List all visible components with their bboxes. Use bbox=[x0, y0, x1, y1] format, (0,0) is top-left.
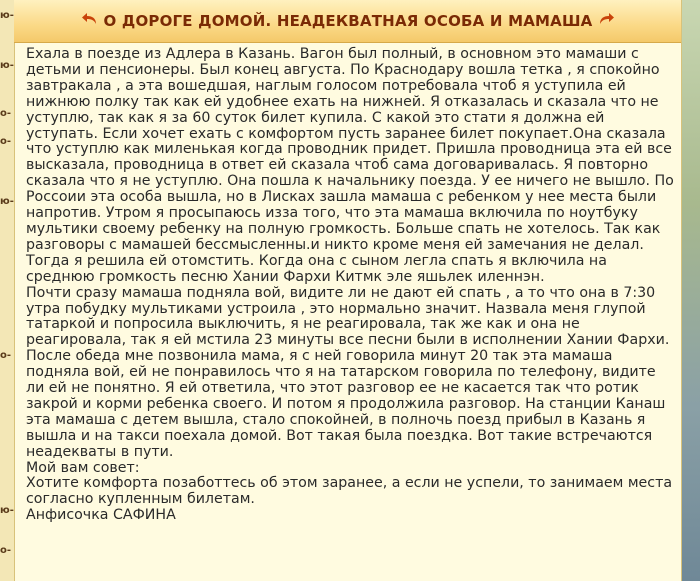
sidebar-marker[interactable]: ю- bbox=[0, 60, 14, 71]
sidebar-marker[interactable]: ю- bbox=[0, 10, 14, 21]
story-advice-heading: Мой вам совет: bbox=[26, 459, 140, 476]
story-signature: Анфисочка САФИНА bbox=[26, 507, 176, 524]
sidebar-marker[interactable]: ю- bbox=[0, 505, 14, 516]
article-header bbox=[14, 0, 682, 43]
story-paragraph: Почти сразу мамаша подняла вой, видите ли не дают ей спать , а то что она в 7:30 утра побудку мультиками устроила , это нормально значит. Назвала меня глупой татаркой и попросила выключить, я не реагировала, так же как и она не реагировала, так я ей мстила 23 минуты все песни были в исполнении Хании Фархи. После обеда мне позвонила мама, я с ней говорила минут 20 так эта мамаша подняла вой, ей не понравилось что я на татарском говорила по телефону, видите ли ей не понятно. Я ей ответила, что этот разговор ее не касается так что ротик закрой и корми ребенка своего. И потом я продолжила разговор. На станции Канаш эта мамаша с детем вышла, стало спокойней, в полночь поезд прибыл в Казань я вышла и на такси поехала домой. Вот такая была поездка. Вот такие встречаются неадекваты в пути. bbox=[26, 284, 670, 460]
story-body bbox=[26, 47, 676, 524]
curved-arrow-right-icon[interactable] bbox=[598, 12, 614, 30]
sidebar-marker[interactable]: о- bbox=[0, 545, 12, 556]
article-title: О ДОРОГЕ ДОМОЙ. НЕАДЕКВАТНАЯ ОСОБА И МАМАША bbox=[103, 12, 593, 30]
curved-arrow-left-icon[interactable] bbox=[82, 12, 98, 30]
sidebar-marker[interactable]: о- bbox=[0, 350, 12, 361]
sidebar-marker[interactable]: о- bbox=[0, 136, 12, 147]
sidebar-marker[interactable]: о- bbox=[0, 108, 12, 119]
curved-arrow-right-icon bbox=[598, 12, 614, 26]
sidebar-marker[interactable]: ю- bbox=[0, 196, 14, 207]
story-paragraph: Ехала в поезде из Адлера в Казань. Вагон был полный, в основном это мамаши с детьми и пенсионеры. Был конец августа. По Краснодару вошла тетка , я спокойно завтракала , а эта вошедшая, наглым голосом потребовала чтоб я уступила ей нижнюю полку так как ей удобнее ехать на нижней. Я отказалась и сказала что не уступлю, так как я за 60 суток билет купила. С какой это стати я должна ей уступать. Если хочет ехать с комфортом пусть заранее билет покупает.Она сказала что уступлю как миленькая когда проводник придет. Пришла проводница эта ей все высказала, проводница в ответ ей сказала чтоб сама договаривалась. Я повторно сказала что я не уступлю. Она пошла к начальнику поезда. У ее ничего не вышло. По Роcсоии эта особа вышла, но в Лисках зашла мамаша с ребенком у нее места были напротив. Утром я просыпаюсь изза того, что эта мамаша включила по ноутбуку мультики своему ребенку на полную громкость. Больше спать не хотелось. Так как разговоры с мамашей бессмысленны.и никто кроме меня ей замечания не делал. Тогда я решила ей отомстить. Когда она с сыном легла спать я включила на среднюю громкость песню Хании Фархи Китмк эле яшьлек иленнэн. bbox=[26, 46, 674, 285]
right-image-strip bbox=[681, 0, 700, 581]
left-sidebar-strip bbox=[0, 0, 15, 581]
curved-arrow-left-icon bbox=[82, 12, 98, 26]
story-advice: Хотите комфорта позаботтесь об этом заранее, а если не успели, то занимаем места согласно купленным билетам. bbox=[26, 475, 673, 508]
